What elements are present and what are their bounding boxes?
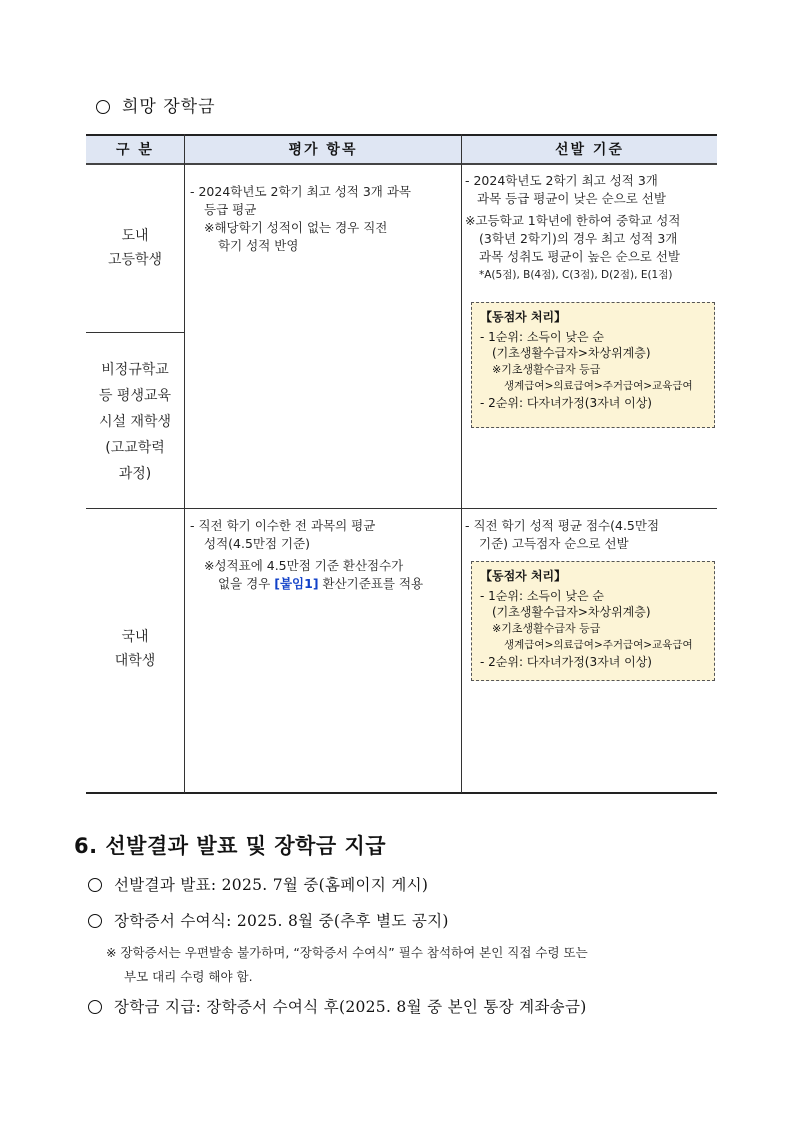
header-category: 구 분 bbox=[86, 134, 184, 163]
category-university bbox=[86, 625, 184, 673]
eval-note: 환산기준표를 적용 bbox=[322, 576, 424, 591]
eval-note: 학기 성적 반영 bbox=[218, 238, 299, 253]
section-title-text: 희망 장학금 bbox=[122, 97, 216, 117]
criteria-line: - 직전 학기 성적 평균 점수(4.5만점 bbox=[465, 518, 660, 533]
category-lifelong-education bbox=[86, 357, 184, 487]
criteria-note: 과목 성취도 평균이 높은 순으로 선발 bbox=[479, 249, 680, 264]
row-divider-a bbox=[86, 332, 184, 333]
category-line: 고등학생 bbox=[107, 252, 163, 268]
criteria-note: ※고등학교 1학년에 한하여 중학교 성적 bbox=[465, 213, 681, 228]
tie-break-box bbox=[471, 302, 715, 428]
item-text: 장학금 지급: 장학증서 수여식 후(2025. 8월 중 본인 통장 계좌송금) bbox=[114, 998, 587, 1016]
criteria-note: (3학년 2학기)의 경우 최고 성적 3개 bbox=[479, 231, 678, 246]
tie-break-box bbox=[471, 561, 715, 681]
circle-bullet-icon bbox=[88, 914, 102, 928]
tie-break-line: (기초생활수급자>차상위계층) bbox=[492, 346, 651, 360]
tie-break-note: ※기초생활수급자 등급 bbox=[492, 621, 601, 635]
eval-high-school bbox=[190, 183, 458, 255]
criteria-line: - 2024학년도 2학기 최고 성적 3개 bbox=[465, 173, 658, 188]
category-line: 등 평생교육 bbox=[98, 388, 172, 404]
circle-bullet-icon bbox=[96, 100, 110, 114]
category-line: (고교학력 bbox=[105, 440, 165, 456]
eval-line: - 직전 학기 이수한 전 과목의 평균 bbox=[190, 518, 376, 533]
eval-line: 성적(4.5만점 기준) bbox=[204, 536, 311, 551]
eval-note: ※해당학기 성적이 없는 경우 직전 bbox=[204, 220, 388, 235]
criteria-line: 과목 등급 평균이 낮은 순으로 선발 bbox=[477, 191, 666, 206]
eval-university bbox=[190, 517, 458, 593]
tie-break-note: 생계급여>의료급여>주거급여>교육급여 bbox=[504, 380, 693, 392]
annex-link: [붙임1] bbox=[274, 576, 319, 591]
header-criteria: 선발 기준 bbox=[462, 134, 717, 163]
eval-line: - 2024학년도 2학기 최고 성적 3개 과목 bbox=[190, 184, 411, 199]
note-line: ※ 장학증서는 우편발송 불가하며, “장학증서 수여식” 필수 참석하여 본인 직접 수령 또는 bbox=[106, 945, 588, 960]
tie-break-line: - 2순위: 다자녀가정(3자녀 이상) bbox=[480, 654, 652, 669]
criteria-line: 기준) 고득점자 순으로 선발 bbox=[479, 536, 629, 551]
table-top-border bbox=[86, 134, 717, 136]
category-line: 국내 bbox=[121, 629, 149, 645]
criteria-score-scale: *A(5점), B(4점), C(3점), D(2점), E(1점) bbox=[479, 269, 673, 281]
criteria-high-school bbox=[465, 172, 715, 284]
category-line: 과정) bbox=[118, 466, 152, 482]
tie-break-note: ※기초생활수급자 등급 bbox=[492, 362, 601, 376]
tie-break-line: - 2순위: 다자녀가정(3자녀 이상) bbox=[480, 395, 652, 410]
circle-bullet-icon bbox=[88, 1000, 102, 1014]
eval-note: ※성적표에 4.5만점 기준 환산점수가 bbox=[204, 558, 404, 573]
criteria-university bbox=[465, 517, 715, 553]
tie-break-line: - 1순위: 소득이 낮은 순 bbox=[480, 588, 605, 603]
header-eval: 평가 항목 bbox=[185, 134, 461, 163]
category-line: 비정규학교 bbox=[101, 362, 169, 378]
row-divider bbox=[86, 508, 717, 509]
category-line: 도내 bbox=[121, 228, 149, 244]
eval-line: 등급 평균 bbox=[204, 202, 257, 217]
category-line: 시설 재학생 bbox=[98, 414, 172, 430]
category-high-school bbox=[86, 224, 184, 272]
section6-heading: 6. 선발결과 발표 및 장학금 지급 bbox=[74, 834, 387, 858]
tie-break-note: 생계급여>의료급여>주거급여>교육급여 bbox=[504, 639, 693, 651]
ceremony-item bbox=[88, 909, 449, 931]
tie-break-line: - 1순위: 소득이 낮은 순 bbox=[480, 329, 605, 344]
payment-item bbox=[88, 995, 587, 1017]
col-divider-2 bbox=[461, 134, 462, 793]
circle-bullet-icon bbox=[88, 878, 102, 892]
tie-break-line: (기초생활수급자>차상위계층) bbox=[492, 605, 651, 619]
item-text: 장학증서 수여식: 2025. 8월 중(추후 별도 공지) bbox=[114, 912, 449, 930]
result-announcement-item bbox=[88, 873, 428, 895]
item-text: 선발결과 발표: 2025. 7월 중(홈페이지 게시) bbox=[114, 876, 429, 894]
col-divider-1 bbox=[184, 134, 185, 793]
header-bottom-border bbox=[86, 163, 717, 165]
note-line: 부모 대리 수령 해야 함. bbox=[124, 969, 253, 984]
scholarship-table bbox=[86, 134, 717, 794]
eval-note: 없을 경우 bbox=[218, 576, 271, 591]
table-bottom-border bbox=[86, 792, 717, 794]
ceremony-note bbox=[106, 941, 726, 989]
tie-break-title: 【동점자 처리】 bbox=[480, 310, 567, 324]
section-title bbox=[96, 92, 216, 117]
category-line: 대학생 bbox=[114, 653, 156, 669]
tie-break-title: 【동점자 처리】 bbox=[480, 569, 567, 583]
